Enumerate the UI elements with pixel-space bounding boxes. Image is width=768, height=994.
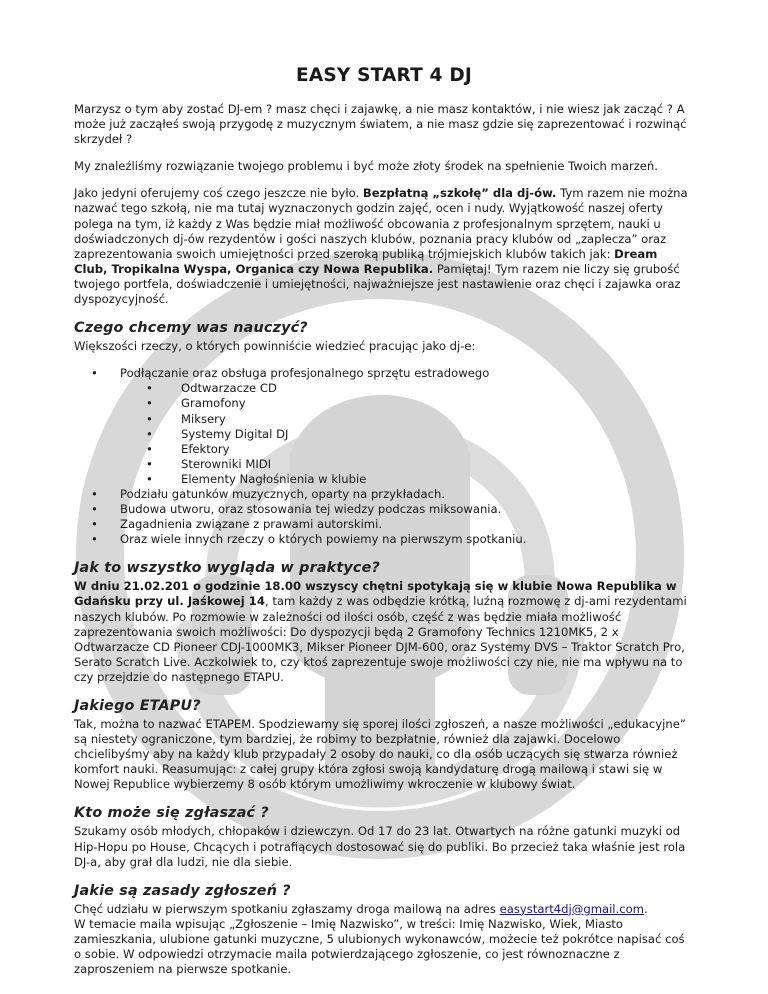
sublist-item: • Systemy Digital DJ bbox=[120, 427, 694, 442]
intro-paragraph-2: My znaleźliśmy rozwiązanie twojego problemu i być może złoty środek na spełnienie Twoich marzeń. bbox=[74, 159, 658, 174]
practice-paragraph bbox=[74, 579, 694, 685]
sublist-item: • Elementy Nagłośnienia w klubie bbox=[120, 472, 694, 487]
meeting-details-bold: W dniu 21.02.201 o godzinie 18.00 wszyscy chętni spotykają się w klubie Nowa Republika w Gdańsku przy ul. Jaśkowej 14 bbox=[74, 579, 677, 609]
list-item: • Zagadnienia związane z prawami autorskimi. bbox=[74, 517, 694, 532]
intro-paragraph-1: Marzysz o tym aby zostać DJ-em ? masz chęci i zajawkę, a nie masz kontaktów, i nie wiesz jak zacząć ? A może już zacząłeś swoją przygodę z muzycznym światem, a nie masz gdzie się zaprezentować i rozwinąć skrzydeł ? bbox=[74, 102, 687, 147]
list-item bbox=[74, 366, 694, 487]
sublist-item: • Miksery bbox=[120, 412, 694, 427]
document-title: EASY START 4 DJ bbox=[296, 65, 472, 86]
intro-p3-bold-clubs: Dream Club, Tropikalna Wyspa, Organica czy Nowa Republika. bbox=[74, 246, 658, 276]
intro-paragraph-3 bbox=[74, 186, 694, 307]
stage-paragraph: Tak, można to nazwać ETAPEM. Spodziewamy się sporej ilości zgłoszeń, a nasze możliwości „edukacyjne” są niestety ograniczone, tym bardziej, że robimy to bezpłatnie, również dla zajawki. Docelowo chcielibyśmy aby na każdy klub przypadały 2 osoby do nauki, co dla osób uczących się stwarza również komfort nauki. Reasumując: z całej grupy która zgłosi swoją kandydaturę drogą mailową i stawi się w Nowej Republice wybierzemy 8 osób którym umożliwimy wkroczenie w klubowy świat. bbox=[74, 717, 686, 792]
list-item: • Oraz wiele innych rzeczy o których powiemy na pierwszym spotkaniu. bbox=[74, 532, 694, 547]
who-paragraph: Szukamy osób młodych, chłopaków i dziewczyn. Od 17 do 23 lat. Otwartych na różne gatunki muzyki od Hip-Hopu po House, Chcących i potrafiących dostosować się do publiki. Bo przecież taka właśnie jest rola DJ-a, aby grał dla ludzi, nie dla siebie. bbox=[74, 824, 686, 869]
list-item: • Podziału gatunków muzycznych, oparty na przykładach. bbox=[74, 487, 694, 502]
sublist-item: • Sterowniki MIDI bbox=[120, 457, 694, 472]
intro-p3-part-a: Jako jedyni oferujemy coś czego jeszcze nie było. bbox=[74, 186, 363, 201]
section-heading-application-rules: Jakie są zasady zgłoszeń ? bbox=[74, 882, 291, 899]
rules-text: Chęć udziału w pierwszym spotkaniu zgłaszamy droga mailową na adres bbox=[74, 901, 500, 916]
list-item: • Budowa utworu, oraz stosowania tej wiedzy podczas miksowania. bbox=[74, 502, 694, 517]
rules-paragraph-1 bbox=[74, 902, 694, 917]
teaching-list bbox=[74, 366, 694, 547]
intro-p3-part-c: Tym razem nie można nazwać tego szkołą, nie ma tutaj wyznaczonych godzin zajęć, ocen i nudy. Wyjątkowość naszej oferty polega na tym, iż każdy z Was będzie miał możliwość obcowania z profesjonalnym sprzętem, nauki u doświadczonych dj-ów rezydentów i gości naszych klubów, poznania pracy klubów od „zaplecza” oraz zaprezentowania swoich umiejętności przed szeroką publiką trójmiejskich klubów takich jak: bbox=[74, 186, 688, 261]
section-lead: Większości rzeczy, o których powinniście wiedzieć pracując jako dj-e: bbox=[74, 339, 476, 354]
list-item-text: Podłączanie oraz obsługa profesjonalnego sprzętu estradowego bbox=[120, 366, 490, 381]
intro-p3-bold-free-school: Bezpłatną „szkołę” dla dj-ów. bbox=[362, 186, 557, 201]
intro-p3-part-e: Pamiętaj! Tym razem nie liczy się grubość twojego portfela, doświadczenie i umiejętności, najważniejsze jest nastawienie oraz chęci i zajawka oraz dyspozycyjność. bbox=[74, 261, 681, 307]
practice-text: , tam każdy z was odbędzie krótką, luźną rozmowę z dj-ami rezydentami naszych klubów. Po rozmowie w zależności od ilości osób, część z was będzie miała możliwość zaprezentowania swoich możliwości: Do dyspozycji będą 2 Gramofony Technics 1210MK5, 2 x Odtwarzacze CD Pioneer CDJ-1000MK3, Mikser Pioneer DJM-600, oraz Systemy DVS – Traktor Scratch Pro, Serato Scratch Live. Aczkolwiek to, czy ktoś zaprezentuje swoje możliwości czy nie, nie ma wpływu na to czy przejdzie do następnego ETAPU. bbox=[74, 594, 687, 684]
section-heading-who-can-apply: Kto może się zgłaszać ? bbox=[74, 805, 269, 822]
sublist-item: • Odtwarzacze CD bbox=[120, 381, 694, 396]
equipment-sublist bbox=[120, 381, 694, 487]
section-heading-which-stage: Jakiego ETAPU? bbox=[74, 698, 201, 714]
email-link[interactable]: easystart4dj@gmail.com bbox=[499, 901, 644, 916]
section-heading-in-practice: Jak to wszystko wygląda w praktyce? bbox=[74, 560, 380, 577]
sublist-item: • Efektory bbox=[120, 442, 694, 457]
sublist-item: • Gramofony bbox=[120, 396, 694, 411]
rules-paragraph-2: W temacie maila wpisując „Zgłoszenie – Imię Nazwisko”, w treści: Imię Nazwisko, Wiek, Miasto zamieszkania, ulubione gatunki muzyczne, 5 ulubionych wykonawców, możecie też pokrótce napisać coś o sobie. W odpowiedzi otrzymacie maila potwierdzającego zgłoszenie, co jest równoznaczne z zaproszeniem na pierwsze spotkanie. bbox=[74, 916, 685, 977]
rules-text-end: . bbox=[643, 901, 648, 916]
section-heading-what-we-teach: Czego chcemy was nauczyć? bbox=[74, 320, 308, 337]
